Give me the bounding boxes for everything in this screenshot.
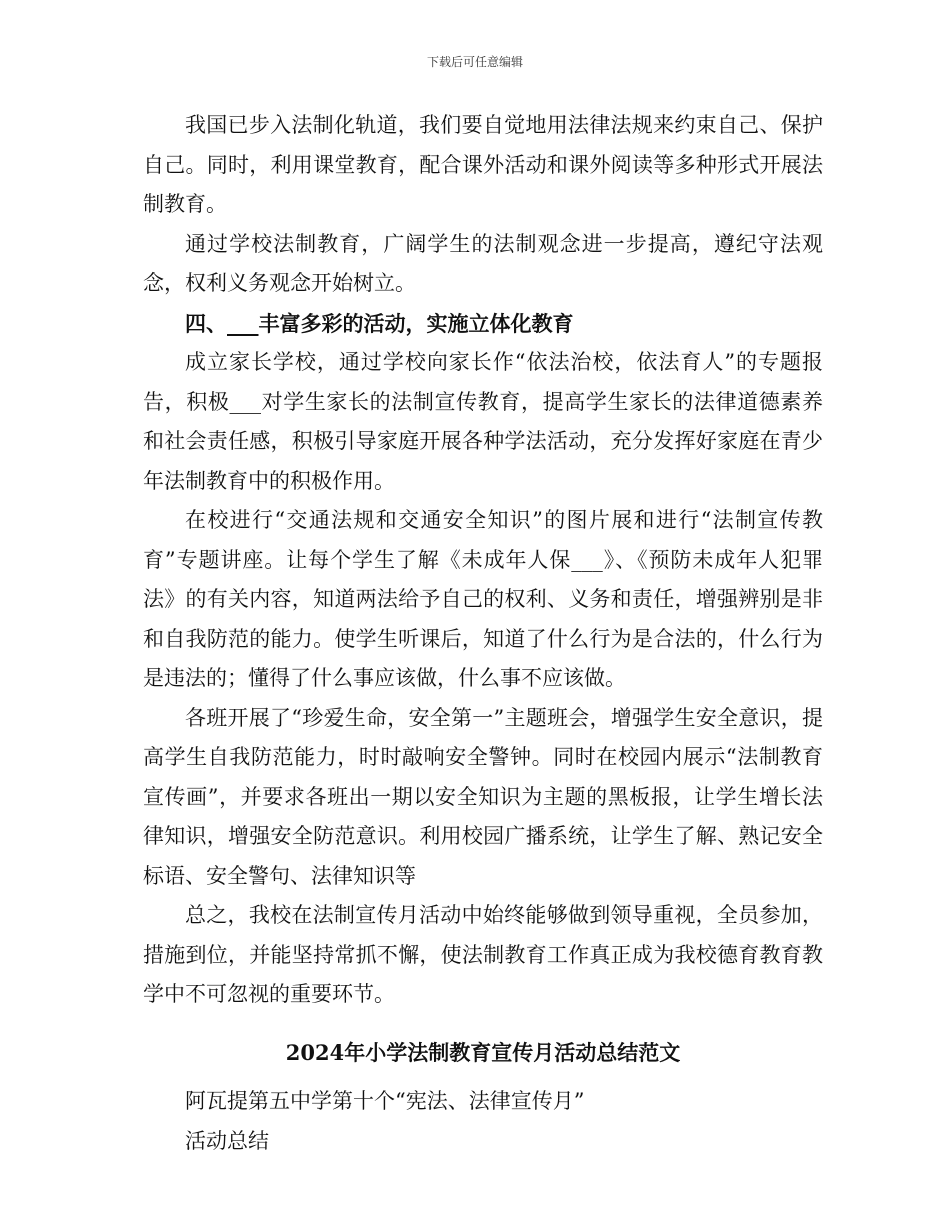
paragraph: 通过学校法制教育，广阔学生的法制观念进一步提高，遵纪守法观念，权利义务观念开始树立。 [143,231,823,295]
section-heading: 四、___丰富多彩的活动，实施立体化教育 [185,310,574,336]
paragraph: 总之，我校在法制宣传月活动中始终能够做到领导重视，全员参加，措施到位，并能坚持常抓不懈，使法制教育工作真正成为我校德育教育教学中不可忽视的重要环节。 [143,903,823,1006]
page-header: 下载后可任意编辑 [426,55,523,69]
document-title: 2024年小学法制教育宣传月活动总结范文 [285,1039,681,1065]
paragraph: 阿瓦提第五中学第十个“宪法、法律宣传月” [185,1089,585,1113]
document-body [143,106,823,1161]
paragraph: 成立家长学校，通过学校向家长作“依法治校，依法育人”的专题报告，积极___对学生家长的法制宣传教育，提高学生家长的法律道德素养和社会责任感，积极引导家庭开展各种学法活动，充分发挥好家庭在青少年法制教育中的积极作用。 [143,350,823,493]
paragraph: 在校进行“交通法规和交通安全知识”的图片展和进行“法制宣传教育”专题讲座。让每个学生了解《未成年人保___》、《预防未成年人犯罪法》的有关内容，知道两法给予自己的权利、义务和责任，增强辨别是非和自我防范的能力。使学生听课后，知道了什么行为是合法的，什么行为是违法的；懂得了什么事应该做，什么事不应该做。 [143,508,823,690]
paragraph: 活动总结 [185,1128,269,1153]
paragraph: 我国已步入法制化轨道，我们要自觉地用法律法规来约束自己、保护自己。同时，利用课堂教育，配合课外活动和课外阅读等多种形式开展法制教育。 [143,113,823,216]
paragraph: 各班开展了“珍爱生命，安全第一”主题班会，增强学生安全意识，提高学生自我防范能力，时时敲响安全警钟。同时在校园内展示“法制教育宣传画”，并要求各班出一期以安全知识为主题的黑板报，让学生增长法律知识，增强安全防范意识。利用校园广播系统，让学生了解、熟记安全标语、安全警句、法律知识等 [143,705,823,888]
